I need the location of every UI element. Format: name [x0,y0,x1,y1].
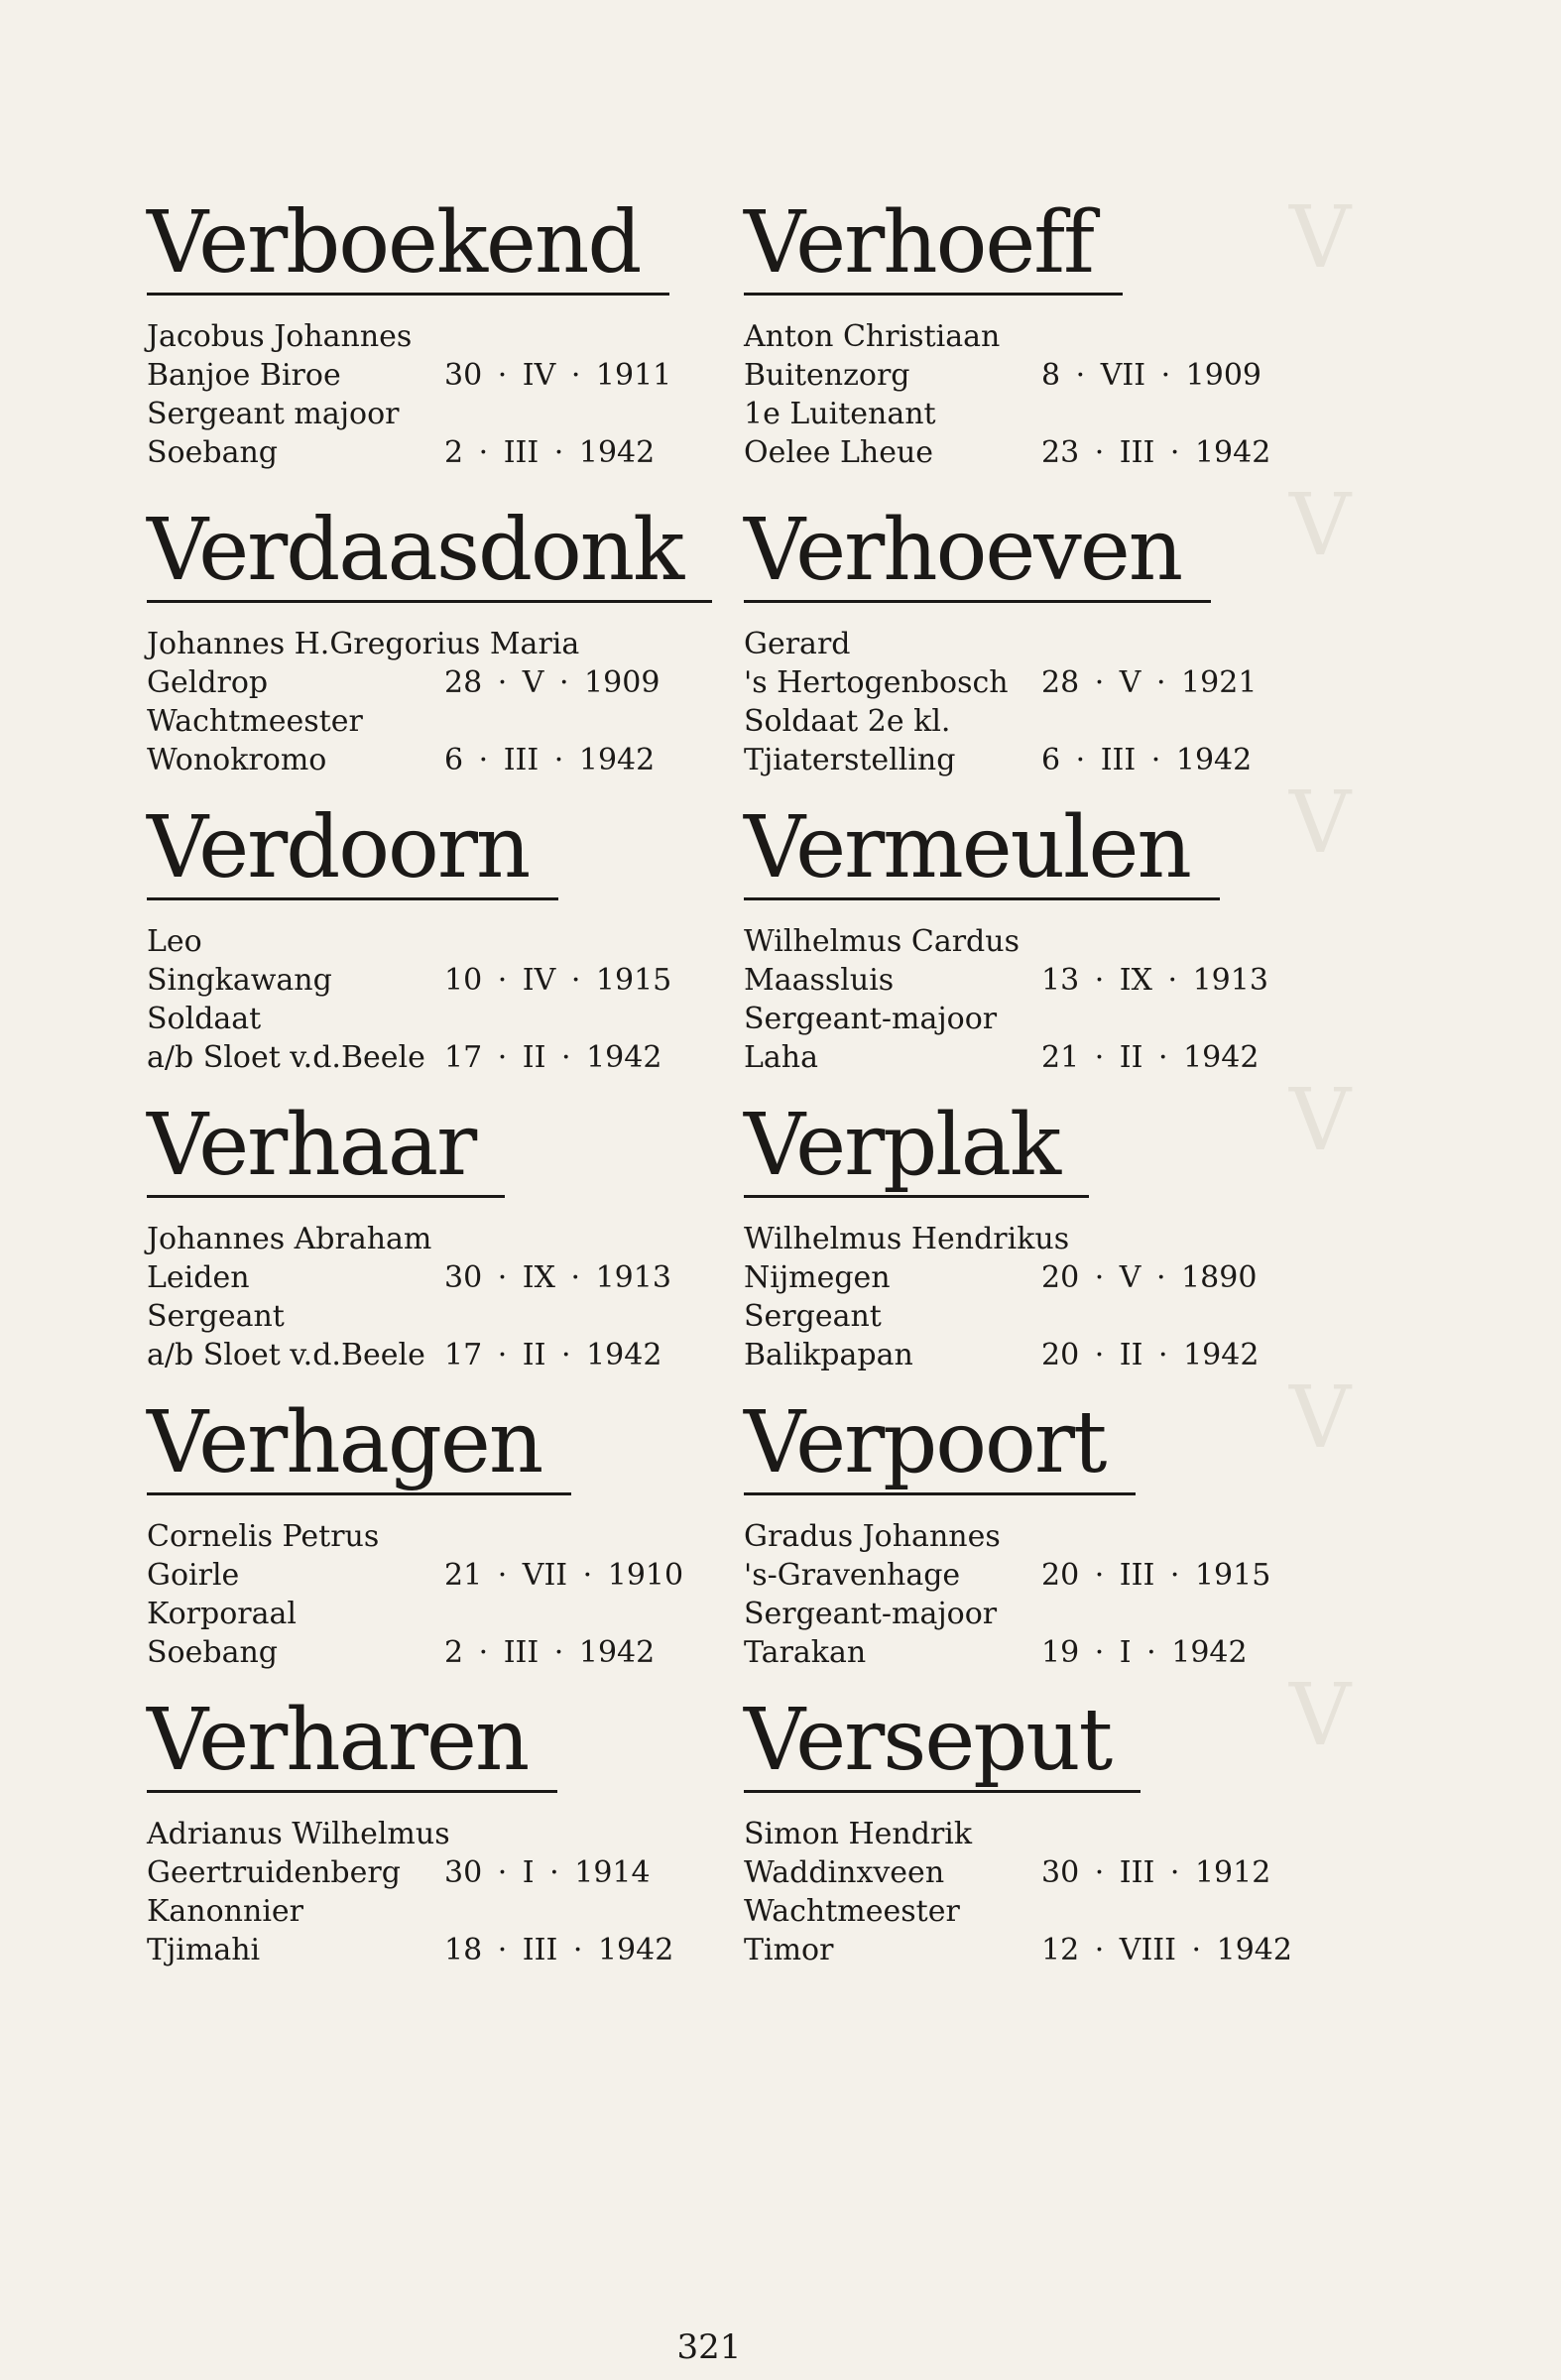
entry-rank: Soldaat 2e kl. [744,704,951,739]
entry-given-names: Cornelis Petrus [147,1519,380,1554]
entry [744,798,1299,1077]
entry-given-names: Adrianus Wilhelmus [147,1817,450,1851]
entry-birth-line [744,663,1299,702]
birth-place: Banjoe Biroe [147,358,341,393]
entry-rank: 1e Luitenant [744,397,936,431]
entry [744,1096,1299,1374]
entry-rank: Kanonnier [147,1894,304,1929]
entry-given-names: Gradus Johannes [744,1519,1001,1554]
death-place: Wonokromo [147,743,327,777]
birth-place: Goirle [147,1558,240,1593]
entry-given-names: Jacobus Johannes [147,319,413,354]
bleed-through-text: V [1289,188,1352,288]
entry-death-line [744,1931,1299,1969]
death-date: 6 · III · 1942 [444,743,656,777]
entry-surname: Verhoeven [744,501,1211,603]
birth-place: Leiden [147,1260,250,1295]
death-place: Soebang [147,435,278,470]
entry-birth-line [147,356,702,395]
death-date: 6 · III · 1942 [1041,743,1253,777]
entry-death-line [147,1038,702,1077]
entry-birth-line [147,961,702,1000]
entry [744,501,1299,779]
birth-place: Buitenzorg [744,358,910,393]
entry-death-line [744,1633,1299,1672]
birth-place: Maassluis [744,963,895,998]
birth-date: 28 · V · 1909 [444,665,660,700]
death-date: 17 · II · 1942 [444,1338,662,1372]
entry [147,193,702,472]
death-place: Balikpapan [744,1338,913,1372]
entry [744,1691,1299,1969]
death-place: a/b Sloet v.d.Beele [147,1040,425,1075]
death-date: 20 · II · 1942 [1041,1338,1260,1372]
birth-place: Geldrop [147,665,269,700]
entry-birth-line [147,1556,702,1595]
entry-rank: Wachtmeester [147,704,363,739]
entry [147,1096,702,1374]
death-date: 19 · I · 1942 [1041,1635,1248,1670]
birth-date: 21 · VII · 1910 [444,1558,684,1593]
page-number: 321 [676,2327,742,2367]
entry-birth-line [744,356,1299,395]
birth-date: 28 · V · 1921 [1041,665,1258,700]
entry-death-line [147,741,702,779]
death-date: 17 · II · 1942 [444,1040,662,1075]
entry-rank: Korporaal [147,1597,297,1631]
bleed-through-text: V [1289,1071,1352,1170]
birth-date: 30 · I · 1914 [444,1855,651,1890]
death-place: a/b Sloet v.d.Beele [147,1338,425,1372]
entry [744,193,1299,472]
birth-date: 20 · III · 1915 [1041,1558,1271,1593]
entry-surname: Vermeulen [744,798,1220,900]
entry-death-line [147,433,702,472]
entry-surname: Verdoorn [147,798,558,900]
birth-date: 30 · IX · 1913 [444,1260,671,1295]
entry-surname: Verhagen [147,1393,571,1495]
birth-date: 10 · IV · 1915 [444,963,672,998]
entry-given-names: Anton Christiaan [744,319,1001,354]
entry-birth-line [147,1853,702,1892]
death-date: 21 · II · 1942 [1041,1040,1260,1075]
entry-death-line [147,1633,702,1672]
entry-birth-line [744,1853,1299,1892]
entry-surname: Verhaar [147,1096,505,1198]
entry-rank: Wachtmeester [744,1894,960,1929]
entry [147,1393,702,1672]
entry-given-names: Wilhelmus Hendrikus [744,1222,1070,1256]
entry-rank: Sergeant majoor [147,397,400,431]
entry-given-names: Wilhelmus Cardus [744,924,1020,959]
entry-death-line [744,1038,1299,1077]
entry-rank: Sergeant [147,1299,285,1334]
birth-place: Nijmegen [744,1260,891,1295]
death-place: Soebang [147,1635,278,1670]
entry-birth-line [147,663,702,702]
bleed-through-text: V [1289,774,1352,873]
entry [147,1691,702,1969]
entry-rank: Soldaat [147,1002,262,1036]
entry-birth-line [744,961,1299,1000]
entry-surname: Verharen [147,1691,557,1793]
birth-place: Singkawang [147,963,332,998]
entry-surname: Verseput [744,1691,1141,1793]
entry-given-names: Leo [147,924,202,959]
entry [147,798,702,1077]
entry-birth-line [744,1556,1299,1595]
entry-given-names: Johannes H.Gregorius Maria [147,627,580,661]
death-date: 18 · III · 1942 [444,1933,674,1967]
death-place: Tarakan [744,1635,867,1670]
entry-surname: Verpoort [744,1393,1136,1495]
death-place: Oelee Lheue [744,435,934,470]
death-date: 2 · III · 1942 [444,435,656,470]
birth-date: 20 · V · 1890 [1041,1260,1258,1295]
death-place: Tjimahi [147,1933,261,1967]
entry-rank: Sergeant-majoor [744,1597,998,1631]
birth-place: Geertruidenberg [147,1855,401,1890]
entry-death-line [744,741,1299,779]
entry-death-line [744,433,1299,472]
birth-place: 's Hertogenbosch [744,665,1009,700]
birth-date: 30 · III · 1912 [1041,1855,1271,1890]
entry [744,1393,1299,1672]
death-place: Timor [744,1933,834,1967]
birth-place: 's-Gravenhage [744,1558,961,1593]
death-date: 23 · III · 1942 [1041,435,1271,470]
entry-given-names: Simon Hendrik [744,1817,973,1851]
entry [147,501,702,779]
entry-surname: Verboekend [147,193,669,296]
death-date: 2 · III · 1942 [444,1635,656,1670]
birth-date: 8 · VII · 1909 [1041,358,1262,393]
entry-surname: Verdaasdonk [147,501,712,603]
entry-rank: Sergeant-majoor [744,1002,998,1036]
entry-rank: Sergeant [744,1299,882,1334]
bleed-through-text: V [1289,476,1352,575]
death-place: Laha [744,1040,819,1075]
entry-death-line [147,1931,702,1969]
entry-surname: Verplak [744,1096,1089,1198]
death-date: 12 · VIII · 1942 [1041,1933,1292,1967]
entry-given-names: Gerard [744,627,851,661]
birth-place: Waddinxveen [744,1855,945,1890]
entry-death-line [744,1336,1299,1374]
birth-date: 13 · IX · 1913 [1041,963,1268,998]
entry-birth-line [744,1258,1299,1297]
bleed-through-text: V [1289,1368,1352,1468]
birth-date: 30 · IV · 1911 [444,358,672,393]
death-place: Tjiaterstelling [744,743,956,777]
entry-surname: Verhoeff [744,193,1123,296]
entry-birth-line [147,1258,702,1297]
entry-death-line [147,1336,702,1374]
bleed-through-text: V [1289,1666,1352,1765]
entry-given-names: Johannes Abraham [147,1222,432,1256]
